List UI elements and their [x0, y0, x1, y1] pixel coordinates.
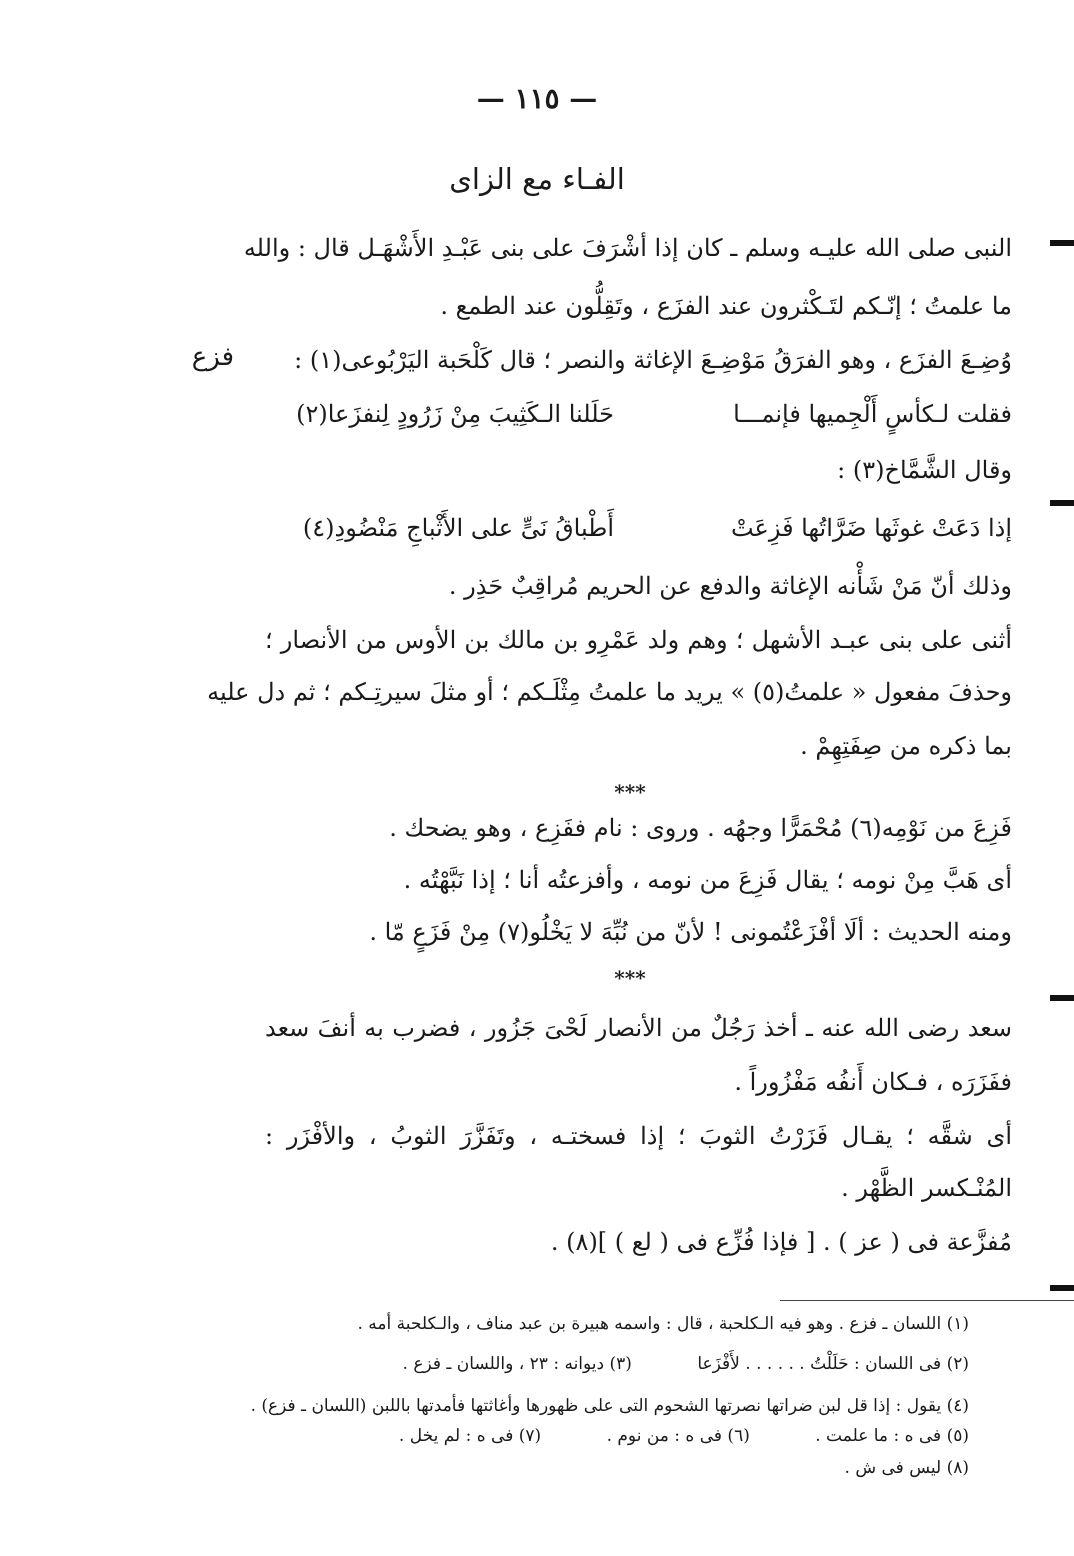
- body-line: المُنْـكسر الظَّهْر .: [841, 1174, 1012, 1202]
- body-line: ما علمتُ ؛ إنّـكم لتَـكْثرون عند الفزَع ، وتَقِلُّون عند الطمع .: [440, 292, 1012, 320]
- body-line: فَزِعَ من نَوْمِه(٦) مُحْمَرًّا وجهُه . وروى : نام ففَزِع ، وهو يضحك .: [389, 814, 1012, 842]
- body-line: أى هَبَّ مِنْ نومه ؛ يقال فَزِعَ من نومه ، وأفزعتُه أنا ؛ إذا نَبَّهْتُه .: [403, 866, 1012, 894]
- footnote: (٣) ديوانه : ٢٣ ، واللسان ـ فزع .: [402, 1354, 632, 1374]
- margin-tab-mark: [1050, 500, 1074, 506]
- footnote-divider: [780, 1300, 1074, 1301]
- body-line: بما ذكره من صِفَتِهِمْ .: [800, 732, 1012, 760]
- body-line: وُضِـعَ الفزَع ، وهو الفرَقُ مَوْضِـعَ الإغاثة والنصر ؛ قال كَلْحَبة اليَرْبُوعى(١) :: [294, 346, 1012, 374]
- margin-tab-mark: [1050, 1285, 1074, 1291]
- footnote: (١) اللسان ـ فزع . وهو فيه الـكلحبة ، قال : واسمه هبيرة بن عبد مناف ، والـكلحبة أمه .: [357, 1314, 969, 1334]
- body-line: مُفزَّعة فى ( عز ) . [ فإذا فُزِّع فى ( لع ) ](٨) .: [550, 1228, 1012, 1256]
- page-number: — ١١٥ —: [476, 82, 598, 115]
- body-line: وقال الشَّمَّاخ(٣) :: [837, 456, 1012, 484]
- verse-first-hemistich: إذا دَعَتْ غوثَها ضَرَّاتُها فَزِعَتْ: [730, 514, 1012, 542]
- body-line: ففَزَرَه ، فـكان أَنفُه مَفْزُوراً .: [734, 1068, 1012, 1096]
- footnote: (٤) يقول : إذا قل لبن ضراتها نصرتها الشحوم التى على ظهورها وأغاثتها فأمدتها باللبن (اللسان ـ فزع) .: [250, 1396, 969, 1416]
- body-line: ومنه الحديث : ألَا أفْزَعْتُمونى ! لأنّ من نُبِّهَ لا يَخْلُو(٧) مِنْ فَزَعٍ مّا .: [369, 918, 1012, 946]
- body-line: وذلك أنّ مَنْ شَأْنه الإغاثة والدفع عن الحريم مُراقِبٌ حَذِر .: [448, 572, 1012, 600]
- body-line: سعد رضى الله عنه ـ أخذ رَجُلٌ من الأنصار لَحْىَ جَزُور ، فضرب به أنفَ سعد: [265, 1014, 1012, 1042]
- verse-second-hemistich: أَطْباقُ نَىٍّ على الأَثْباجِ مَنْضُودِ(٤): [302, 514, 614, 542]
- footnote: (٧) فى ه : لم يخل .: [398, 1426, 542, 1446]
- margin-entry-word: فزع: [191, 342, 234, 372]
- footnote: (٦) فى ه : من نوم .: [606, 1426, 750, 1446]
- body-line: النبى صلى الله عليـه وسلم ـ كان إذا أشْرَفَ على بنى عَبْـدِ الأَشْهَـل قال : والله: [243, 234, 1012, 262]
- section-heading: الفـاء مع الزاى: [449, 162, 625, 196]
- margin-tab-mark: [1050, 240, 1074, 246]
- footnote-row: [403, 1350, 969, 1378]
- footnote: (٢) فى اللسان : حَلَلْتُ . . . . . . لأَفْزَعا: [697, 1354, 969, 1374]
- body-line: أى شقَّه ؛ يقـال فَزَرْتُ الثوبَ ؛ إذا فسختـه ، وتَفَزَّرَ الثوبُ ، والأفْزَر :: [265, 1122, 1012, 1150]
- margin-tab-mark: [1050, 995, 1074, 1001]
- verse-second-hemistich: حَلَلنا الـكَثِيبَ مِنْ زَرُودٍ لِنفزَعا(٢): [296, 400, 614, 428]
- footnote: (٥) فى ه : ما علمت .: [815, 1426, 969, 1446]
- section-separator: ***: [614, 780, 646, 804]
- body-line: أثنى على بنى عبـد الأشهل ؛ وهم ولد عَمْرِو بن مالك بن الأوس من الأنصار ؛: [265, 626, 1013, 654]
- footnote-row: [399, 1422, 969, 1450]
- body-line: وحذفَ مفعول « علمتُ(٥) » يريد ما علمتُ مِثْلَـكم ؛ أو مثلَ سيرتِـكم ؛ ثم دل عليه: [207, 678, 1012, 706]
- verse-first-hemistich: فقلت لـكأسٍ أَلْجِميها فإنمـــا: [733, 400, 1012, 428]
- section-separator: ***: [614, 966, 646, 990]
- footnote: (٨) ليس فى ش .: [844, 1458, 969, 1478]
